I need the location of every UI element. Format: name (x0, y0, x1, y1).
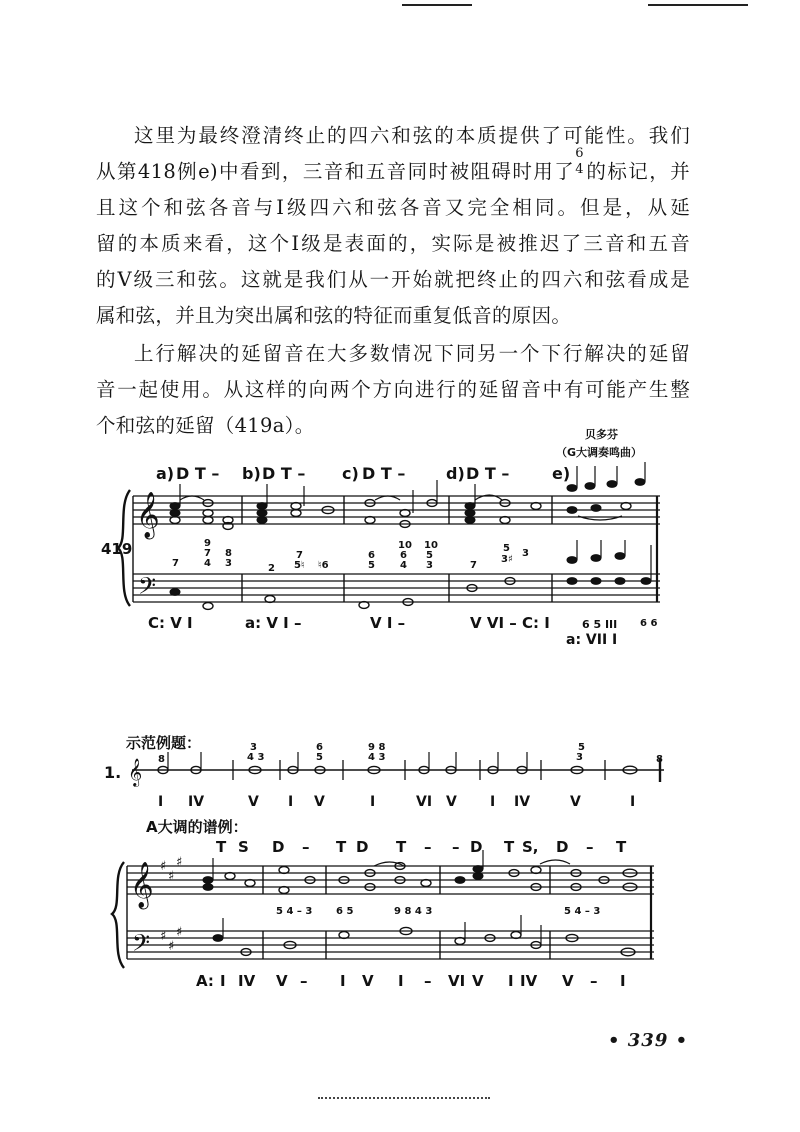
sharp-icon: ♯ (160, 859, 167, 874)
function-label: T (336, 838, 347, 856)
function-label: D (272, 838, 285, 856)
section-d-functions: D T – (466, 464, 510, 483)
sharp-icon: ♯ (168, 939, 175, 954)
text-line: 个和弦的延留（419a）。 (96, 414, 315, 437)
degree-label: I (398, 972, 404, 990)
figure-group: 5♮ (294, 560, 305, 571)
analysis-group: V VI – C: I (470, 614, 550, 632)
figure-group: 5 (368, 560, 375, 571)
degree-label: – (424, 972, 432, 990)
degree-label: V (446, 794, 457, 810)
figure-group: ♮6 (318, 560, 329, 571)
analysis-second-line: a: VII I (566, 632, 618, 648)
a-major-analysis (196, 972, 626, 990)
work-label: （G大调奏鸣曲） (556, 446, 643, 459)
demo-figure: 6 (316, 742, 323, 753)
figure-group: 2 (268, 563, 275, 574)
degree-label: I (490, 794, 496, 810)
figure-group: 3 (225, 558, 232, 569)
demo-figure-second: 4 3 (247, 752, 265, 763)
sharp-icon: ♯ (176, 855, 183, 870)
degree-label: – (590, 972, 598, 990)
figure-group: 3 (426, 560, 433, 571)
function-label: T (396, 838, 407, 856)
bass-staff (133, 574, 660, 602)
degree-label: IV (514, 794, 531, 810)
analysis-group: C: V I (148, 614, 193, 632)
degree-label: V (362, 972, 374, 990)
figure-bottom: 4 (575, 161, 584, 177)
analysis-group: 6 5 III (582, 618, 618, 631)
bass-clef-icon: 𝄢 (132, 929, 151, 962)
bottom-dotted-rule (318, 1097, 490, 1099)
demo-figure-second: 4 3 (368, 752, 386, 763)
demo-figure: 8 (158, 754, 165, 765)
figure-group: 7 (470, 560, 477, 571)
figure-group: 4 (204, 558, 211, 569)
treble-clef-icon: 𝄞 (130, 862, 154, 908)
figure-group: 7 (296, 550, 303, 561)
figure-group: 7 (172, 558, 179, 569)
figure-group: 5 (426, 550, 433, 561)
degree-label: I (158, 794, 164, 810)
figure-group: 8 (225, 548, 232, 559)
analysis-group: V I – (370, 614, 406, 632)
figure-group: 9 8 4 3 (394, 906, 433, 917)
demo-degrees (158, 794, 635, 810)
degree-label: I (370, 794, 376, 810)
text-line: 这里为最终澄清终止的四六和弦的本质提供了可能性。我们 (134, 124, 690, 147)
degree-label: I (630, 794, 636, 810)
degree-label: IV (188, 794, 205, 810)
degree-label: V (276, 972, 288, 990)
bass-stems (577, 540, 651, 581)
degree-label: – (300, 972, 308, 990)
analysis-key: A: (196, 972, 214, 990)
demo-example (104, 734, 664, 810)
text-line: 上行解决的延留音在大多数情况下同另一个下行解决的延留 (134, 342, 690, 365)
demo-figure: 9 8 (368, 742, 386, 753)
section-a-functions: D T – (176, 464, 220, 483)
figure-group: 5 4 – 3 (564, 906, 601, 917)
degree-label: I (508, 972, 514, 990)
function-label: T (616, 838, 627, 856)
demo-figure: 8 (656, 754, 663, 765)
figured-bass (172, 538, 529, 574)
composer-label: 贝多芬 (585, 428, 618, 441)
section-d-letter: d) (446, 464, 465, 483)
degree-label: I (288, 794, 294, 810)
section-b-functions: D T – (262, 464, 306, 483)
section-headers (156, 464, 570, 483)
demo-figure-second: 5 (316, 752, 323, 763)
example-419 (101, 427, 660, 648)
demo-figure: 5 (578, 742, 585, 753)
function-label: D (470, 838, 483, 856)
section-e-letter: e) (552, 464, 571, 483)
ties (180, 495, 622, 520)
function-label: S, (522, 838, 539, 856)
text-line: 且这个和弦各音与Ⅰ级四六和弦各音又完全相同。但是，从延 (96, 196, 690, 219)
demo-figures (158, 742, 663, 765)
barlines (133, 496, 657, 602)
bass-clef-icon: 𝄢 (138, 572, 157, 605)
figure-group: 10 (398, 540, 412, 551)
a-major-functions (216, 838, 627, 856)
figure-group: 10 (424, 540, 438, 551)
function-label: S (238, 838, 249, 856)
degree-label: I (620, 972, 626, 990)
grand-staff-brace (112, 862, 124, 968)
degree-label: VI (416, 794, 433, 810)
figure-group: 6 (368, 550, 375, 561)
figure-group: 5 (503, 543, 510, 554)
analysis-group: a: V I – (245, 614, 302, 632)
figure-group: 4 (400, 560, 407, 571)
text-line: 留的本质来看，这个Ⅰ级是表面的，实际是被推迟了三音和五音 (96, 232, 690, 255)
figure-top: 6 (575, 145, 584, 161)
section-a-letter: a) (156, 464, 175, 483)
function-label: D (356, 838, 369, 856)
function-label: T (216, 838, 227, 856)
key-signature (160, 855, 182, 954)
treble-notes (170, 479, 645, 530)
degree-label: V (472, 972, 484, 990)
text-line: 属和弦，并且为突出属和弦的特征而重复低音的原因。 (96, 304, 572, 327)
function-label: – (452, 838, 460, 856)
degree-label: VI (448, 972, 466, 990)
text-line: 的Ⅴ级三和弦。这就是我们从一开始就把终止的四六和弦看成是 (96, 268, 690, 291)
degree-label: V (248, 794, 259, 810)
a-major-figures (276, 906, 600, 917)
treble-clef-icon: 𝄞 (128, 758, 143, 786)
figure-group: 3 (522, 548, 529, 559)
analysis-extra: 6 6 (640, 618, 658, 629)
degree-label: I (340, 972, 346, 990)
demo-figure: 3 (250, 742, 257, 753)
demo-title: 示范例题： (126, 734, 202, 752)
page-number: • 339 • (608, 1030, 689, 1051)
degree-label: IV (238, 972, 256, 990)
treble-clef-icon: 𝄞 (136, 492, 160, 538)
degree-label: V (570, 794, 581, 810)
sharp-icon: ♯ (160, 929, 167, 944)
figure-group: 9 (204, 538, 211, 549)
sharp-icon: ♯ (168, 869, 175, 884)
example-number: 419 (101, 540, 133, 558)
section-c-functions: D T – (362, 464, 406, 483)
degree-label: V (314, 794, 325, 810)
harmonic-analysis (148, 614, 657, 648)
text-segment: 从第418例e)中看到，三音和五音同时被阻碍时用了 (96, 160, 576, 183)
figure-group: 6 (400, 550, 407, 561)
function-label: – (586, 838, 594, 856)
degree-label: V (562, 972, 574, 990)
figure-group: 5 4 – 3 (276, 906, 313, 917)
degree-label: I (220, 972, 226, 990)
a-major-title: A大调的谱例： (146, 818, 248, 836)
figure-group: 3♯ (501, 554, 513, 565)
demo-number: 1. (104, 763, 122, 782)
function-label: – (424, 838, 432, 856)
function-label: D (556, 838, 569, 856)
section-c-letter: c) (342, 464, 359, 483)
degree-label: IV (520, 972, 538, 990)
a-major-example (112, 818, 654, 990)
sharp-icon: ♯ (176, 925, 183, 940)
figure-group: 6 5 (336, 906, 354, 917)
function-label: T (504, 838, 515, 856)
figure-group: 7 (204, 548, 211, 559)
section-b-letter: b) (242, 464, 261, 483)
function-label: – (302, 838, 310, 856)
demo-figure-second: 3 (576, 752, 583, 763)
text-segment: 的标记，并 (585, 160, 690, 183)
demo-stems (168, 752, 527, 770)
text-line: 音一起使用。从这样的向两个方向进行的延留音中有可能产生整 (96, 378, 690, 401)
